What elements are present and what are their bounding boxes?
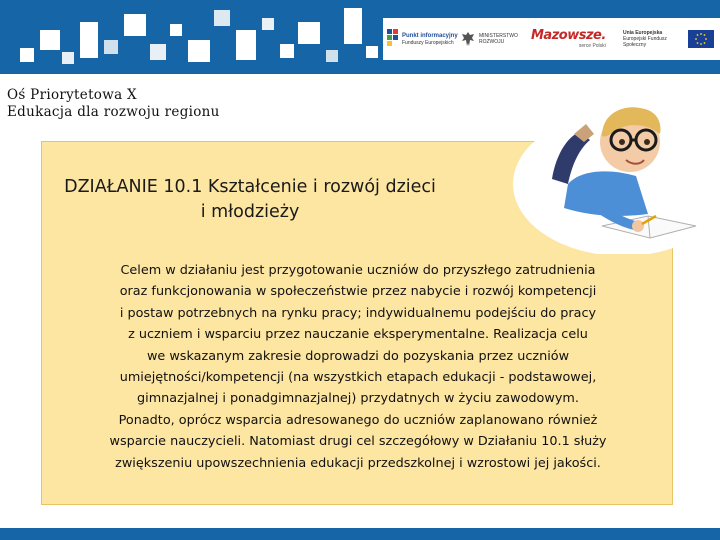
punkt-logo-icon	[387, 29, 399, 49]
ministry-logo-text: MINISTERSTWO ROZWOJU	[479, 33, 518, 45]
mazowsze-logo	[531, 22, 606, 56]
description-line: z uczniem i wsparciu przez nauczanie eksperymentalne. Realizacja celu	[128, 327, 588, 343]
action-name-line2: i młodzieży	[200, 202, 300, 222]
footer-strip	[0, 528, 720, 540]
action-description	[56, 260, 660, 474]
ministry-logo	[461, 22, 521, 56]
eu-logo-subtitle: Europejski Fundusz Społeczny	[623, 36, 667, 48]
punkt-logo-title: Punkt informacyjny	[402, 32, 458, 39]
child-reading-book-illustration	[498, 84, 720, 254]
description-line: i postaw potrzebnych na rynku pracy; indywidualnemu podejściu do pracy	[119, 305, 597, 321]
description-line: wsparcie nauczycieli. Natomiast drugi cel szczegółowy w Działaniu 10.1 służy	[109, 434, 607, 450]
eu-logo-title: Unia Europejska	[623, 30, 663, 36]
description-line: we wskazanym zakresie doprowadzi do pozyskania przez uczniów	[146, 348, 570, 364]
description-line: zwiększeniu upowszechnienia edukacji przedszkolnej i wzrostowi jej jakości.	[115, 455, 601, 471]
punkt-informacyjny-logo	[387, 22, 458, 56]
description-line: umiejętności/kompetencji (na wszystkich etapach edukacji - podstawowej,	[119, 370, 597, 386]
priority-axis-subtitle: Edukacja dla rozwoju regionu	[7, 104, 220, 120]
action-name: Kształcenie i rozwój dzieci	[202, 177, 436, 197]
mazowsze-logo-text: Mazowsze.	[531, 28, 606, 43]
description-line: oraz funkcjonowania w społeczeństwie przez nabycie i rozwój kompetencji	[119, 284, 597, 300]
action-title	[50, 175, 450, 225]
description-line: gimnazjalnej i ponadgimnazjalnej) przydatnych w życiu zawodowym.	[137, 391, 579, 407]
description-line: Celem w działaniu jest przygotowanie uczniów do przyszłego zatrudnienia	[120, 263, 596, 278]
eu-logo	[623, 22, 714, 56]
eagle-emblem-icon	[461, 31, 475, 47]
header-banner	[0, 0, 720, 74]
priority-axis-title: Oś Priorytetowa X	[7, 87, 137, 103]
mazowsze-logo-subtitle: serce Polski	[578, 43, 606, 49]
description-line: Ponadto, oprócz wsparcia adresowanego do uczniów zaplanowano również	[118, 412, 598, 428]
priority-axis-heading	[7, 87, 220, 121]
eu-flag-icon	[688, 30, 714, 48]
action-number: DZIAŁANIE 10.1	[64, 177, 203, 197]
partner-logos-strip	[383, 18, 720, 60]
punkt-logo-subtitle: Funduszy Europejskich	[402, 39, 454, 46]
